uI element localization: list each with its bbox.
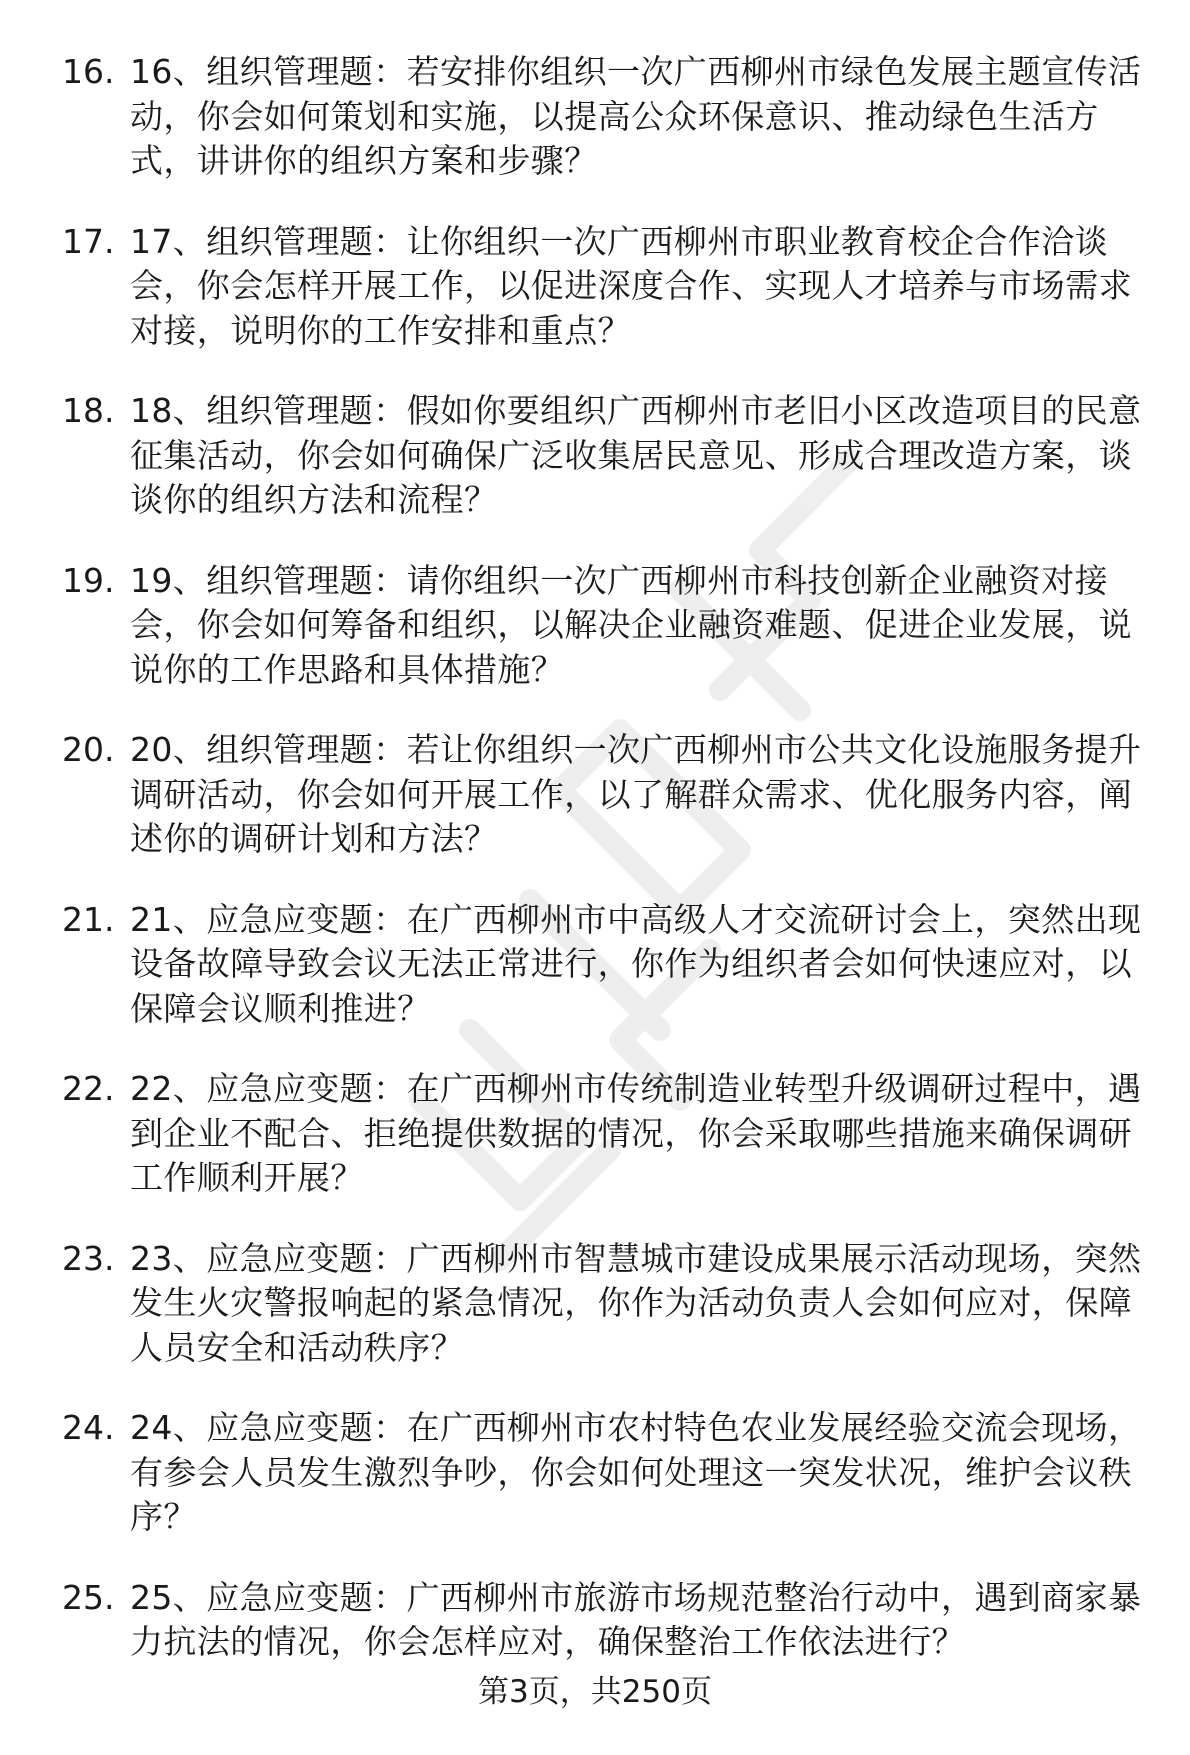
question-list xyxy=(62,50,1152,1701)
question-number: 19. xyxy=(62,560,115,600)
question-text: 20、组织管理题：若让你组织一次广西柳州市公共文化设施服务提升调研活动，你会如何开展工作，以了解群众需求、优化服务内容，阐述你的调研计划和方法？ xyxy=(130,730,1142,858)
question-text: 22、应急应变题：在广西柳州市传统制造业转型升级调研过程中，遇到企业不配合、拒绝提供数据的情况，你会采取哪些措施来确保调研工作顺利开展？ xyxy=(130,1069,1142,1197)
question-number: 23. xyxy=(62,1238,115,1278)
list-item xyxy=(62,559,1152,693)
question-text: 17、组织管理题：让你组织一次广西柳州市职业教育校企合作洽谈会，你会怎样开展工作，以促进深度合作、实现人才培养与市场需求对接，说明你的工作安排和重点？ xyxy=(130,221,1132,350)
question-text: 16、组织管理题：若安排你组织一次广西柳州市绿色发展主题宣传活动，你会如何策划和实施，以提高公众环保意识、推动绿色生活方式，讲讲你的组织方案和步骤？ xyxy=(130,52,1142,180)
list-item xyxy=(62,50,1152,184)
list-item xyxy=(62,220,1152,354)
question-number: 16. xyxy=(62,52,115,91)
list-item xyxy=(62,898,1152,1032)
list-item xyxy=(62,1406,1152,1540)
question-text: 23、应急应变题：广西柳州市智慧城市建设成果展示活动现场，突然发生火灾警报响起的紧急情况，你作为活动负责人会如何应对，保障人员安全和活动秩序？ xyxy=(130,1238,1142,1367)
list-item xyxy=(62,389,1152,523)
question-text: 24、应急应变题：在广西柳州市农村特色农业发展经验交流会现场，有参会人员发生激烈争吵，你会如何处理这一突发状况，维护会议秩序？ xyxy=(130,1408,1142,1536)
list-item xyxy=(62,728,1152,862)
question-number: 25. xyxy=(62,1577,115,1617)
question-text: 18、组织管理题：假如你要组织广西柳州市老旧小区改造项目的民意征集活动，你会如何确保广泛收集居民意见、形成合理改造方案，谈谈你的组织方法和流程？ xyxy=(130,391,1142,519)
page-number: 第3页，共250页 xyxy=(478,1674,712,1710)
question-text: 25、应急应变题：广西柳州市旅游市场规范整治行动中，遇到商家暴力抗法的情况，你会怎样应对，确保整治工作依法进行？ xyxy=(130,1577,1142,1661)
question-number: 20. xyxy=(62,730,115,769)
question-number: 24. xyxy=(62,1408,115,1447)
question-number: 22. xyxy=(62,1069,115,1108)
question-text: 19、组织管理题：请你组织一次广西柳州市科技创新企业融资对接会，你会如何筹备和组织，以解决企业融资难题、促进企业发展，说说你的工作思路和具体措施？ xyxy=(130,560,1132,689)
question-number: 18. xyxy=(62,391,115,430)
list-item xyxy=(62,1237,1152,1371)
question-text: 21、应急应变题：在广西柳州市中高级人才交流研讨会上，突然出现设备故障导致会议无法正常进行，你作为组织者会如何快速应对，以保障会议顺利推进？ xyxy=(130,899,1142,1028)
list-item xyxy=(62,1576,1152,1665)
question-number: 21. xyxy=(62,899,115,939)
list-item xyxy=(62,1067,1152,1201)
question-number: 17. xyxy=(62,221,115,261)
